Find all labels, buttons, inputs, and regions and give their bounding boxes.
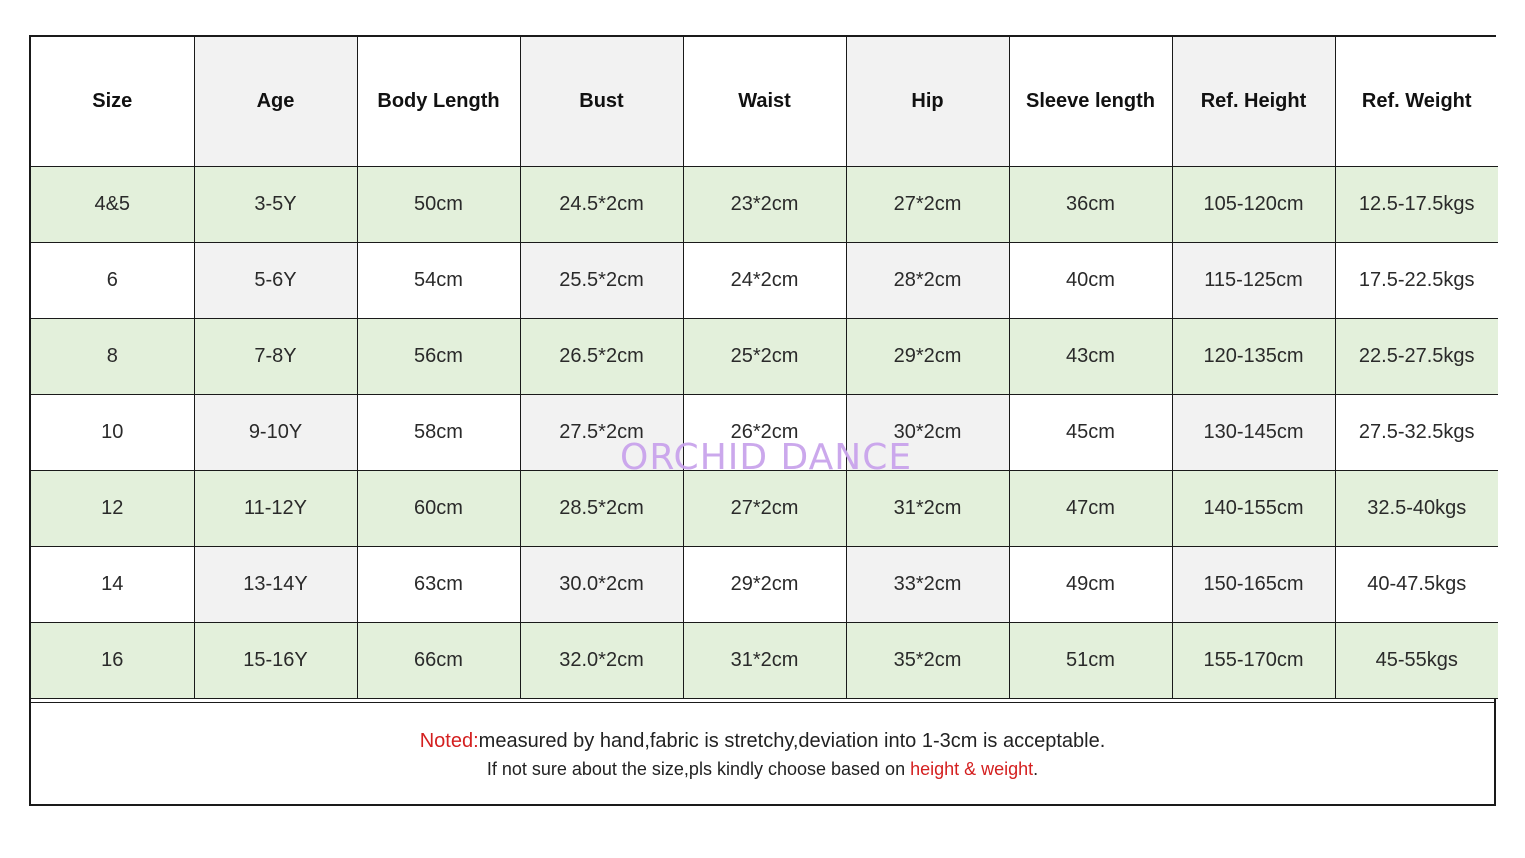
table-row bbox=[31, 319, 1498, 395]
cell-body-length: 60cm bbox=[357, 471, 520, 547]
cell-body-length: 66cm bbox=[357, 623, 520, 699]
cell-waist: 25*2cm bbox=[683, 319, 846, 395]
cell-ref-weight: 27.5-32.5kgs bbox=[1335, 395, 1498, 471]
cell-hip: 28*2cm bbox=[846, 243, 1009, 319]
cell-waist: 26*2cm bbox=[683, 395, 846, 471]
cell-ref-height: 105-120cm bbox=[1172, 167, 1335, 243]
cell-waist: 24*2cm bbox=[683, 243, 846, 319]
cell-sleeve-length: 36cm bbox=[1009, 167, 1172, 243]
cell-waist: 29*2cm bbox=[683, 547, 846, 623]
cell-ref-weight: 17.5-22.5kgs bbox=[1335, 243, 1498, 319]
cell-age: 11-12Y bbox=[194, 471, 357, 547]
cell-sleeve-length: 51cm bbox=[1009, 623, 1172, 699]
cell-size: 12 bbox=[31, 471, 194, 547]
note-advice-suffix: . bbox=[1033, 759, 1039, 779]
cell-ref-height: 130-145cm bbox=[1172, 395, 1335, 471]
cell-hip: 29*2cm bbox=[846, 319, 1009, 395]
cell-bust: 32.0*2cm bbox=[520, 623, 683, 699]
header-age: Age bbox=[194, 37, 357, 167]
notes-section bbox=[31, 702, 1494, 806]
header-sleeve-length: Sleeve length bbox=[1009, 37, 1172, 167]
cell-size: 14 bbox=[31, 547, 194, 623]
header-waist: Waist bbox=[683, 37, 846, 167]
cell-hip: 31*2cm bbox=[846, 471, 1009, 547]
cell-body-length: 56cm bbox=[357, 319, 520, 395]
cell-size: 10 bbox=[31, 395, 194, 471]
cell-bust: 24.5*2cm bbox=[520, 167, 683, 243]
cell-bust: 27.5*2cm bbox=[520, 395, 683, 471]
cell-hip: 35*2cm bbox=[846, 623, 1009, 699]
table-row bbox=[31, 395, 1498, 471]
header-ref-weight: Ref. Weight bbox=[1335, 37, 1498, 167]
cell-age: 9-10Y bbox=[194, 395, 357, 471]
header-hip: Hip bbox=[846, 37, 1009, 167]
cell-size: 6 bbox=[31, 243, 194, 319]
note-measurement-text: measured by hand,fabric is stretchy,deviation into 1-3cm is acceptable. bbox=[478, 730, 1106, 752]
cell-sleeve-length: 43cm bbox=[1009, 319, 1172, 395]
note-line-size-advice bbox=[31, 759, 1494, 780]
cell-size: 8 bbox=[31, 319, 194, 395]
cell-ref-height: 120-135cm bbox=[1172, 319, 1335, 395]
note-advice-highlight: height & weight bbox=[910, 759, 1034, 779]
note-advice-text: If not sure about the size,pls kindly choose based on bbox=[486, 759, 911, 779]
cell-age: 13-14Y bbox=[194, 547, 357, 623]
cell-ref-height: 155-170cm bbox=[1172, 623, 1335, 699]
watermark: ORCHID DANCE bbox=[620, 437, 913, 478]
cell-body-length: 50cm bbox=[357, 167, 520, 243]
cell-age: 5-6Y bbox=[194, 243, 357, 319]
table-row bbox=[31, 623, 1498, 699]
cell-body-length: 58cm bbox=[357, 395, 520, 471]
cell-age: 7-8Y bbox=[194, 319, 357, 395]
table-row bbox=[31, 167, 1498, 243]
size-chart bbox=[29, 35, 1496, 806]
cell-age: 15-16Y bbox=[194, 623, 357, 699]
cell-ref-weight: 32.5-40kgs bbox=[1335, 471, 1498, 547]
noted-label: Noted: bbox=[419, 730, 479, 752]
cell-bust: 26.5*2cm bbox=[520, 319, 683, 395]
cell-bust: 25.5*2cm bbox=[520, 243, 683, 319]
table-row bbox=[31, 471, 1498, 547]
cell-bust: 30.0*2cm bbox=[520, 547, 683, 623]
cell-waist: 23*2cm bbox=[683, 167, 846, 243]
cell-hip: 33*2cm bbox=[846, 547, 1009, 623]
table-row bbox=[31, 547, 1498, 623]
size-table bbox=[31, 37, 1498, 699]
cell-ref-weight: 22.5-27.5kgs bbox=[1335, 319, 1498, 395]
header-ref-height: Ref. Height bbox=[1172, 37, 1335, 167]
cell-waist: 31*2cm bbox=[683, 623, 846, 699]
cell-ref-weight: 45-55kgs bbox=[1335, 623, 1498, 699]
cell-hip: 27*2cm bbox=[846, 167, 1009, 243]
cell-ref-height: 140-155cm bbox=[1172, 471, 1335, 547]
header-row bbox=[31, 37, 1498, 167]
cell-ref-weight: 40-47.5kgs bbox=[1335, 547, 1498, 623]
cell-sleeve-length: 40cm bbox=[1009, 243, 1172, 319]
cell-sleeve-length: 47cm bbox=[1009, 471, 1172, 547]
header-bust: Bust bbox=[520, 37, 683, 167]
table-row bbox=[31, 243, 1498, 319]
note-line-measurement bbox=[31, 730, 1494, 753]
cell-ref-height: 115-125cm bbox=[1172, 243, 1335, 319]
cell-size: 4&5 bbox=[31, 167, 194, 243]
cell-ref-weight: 12.5-17.5kgs bbox=[1335, 167, 1498, 243]
cell-age: 3-5Y bbox=[194, 167, 357, 243]
cell-ref-height: 150-165cm bbox=[1172, 547, 1335, 623]
cell-sleeve-length: 49cm bbox=[1009, 547, 1172, 623]
cell-hip: 30*2cm bbox=[846, 395, 1009, 471]
header-size: Size bbox=[31, 37, 194, 167]
cell-body-length: 54cm bbox=[357, 243, 520, 319]
cell-body-length: 63cm bbox=[357, 547, 520, 623]
cell-bust: 28.5*2cm bbox=[520, 471, 683, 547]
cell-size: 16 bbox=[31, 623, 194, 699]
cell-waist: 27*2cm bbox=[683, 471, 846, 547]
cell-sleeve-length: 45cm bbox=[1009, 395, 1172, 471]
header-body-length: Body Length bbox=[357, 37, 520, 167]
